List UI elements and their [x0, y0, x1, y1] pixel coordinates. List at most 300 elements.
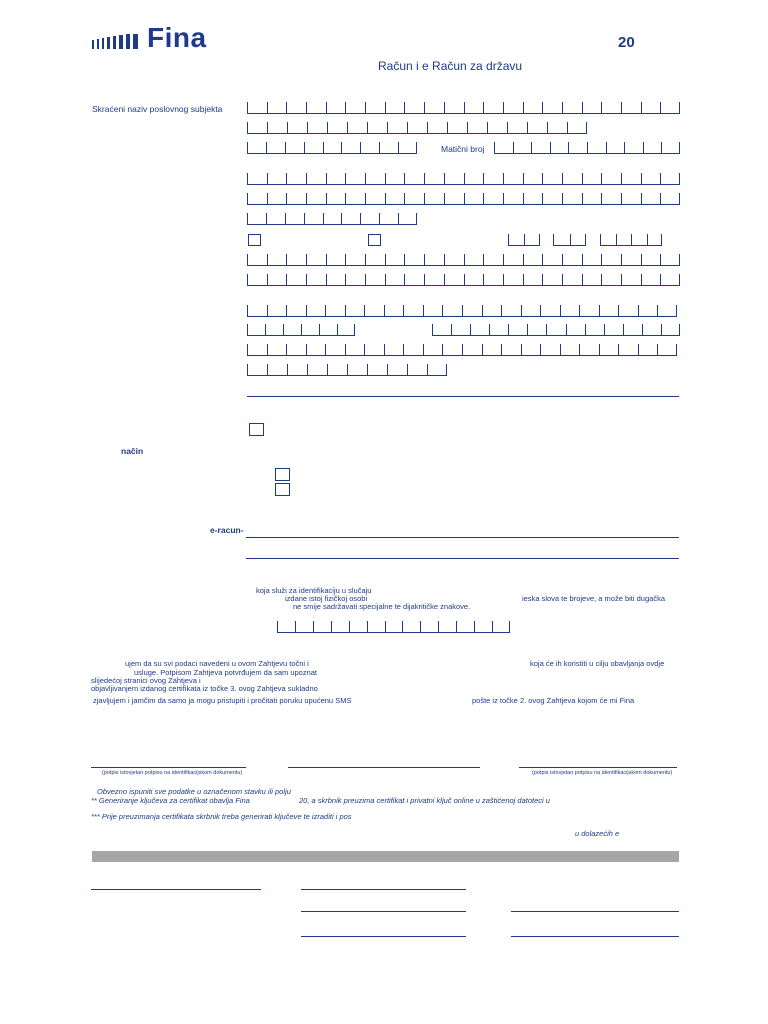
char-box-divider — [501, 344, 502, 355]
password-input[interactable] — [277, 621, 510, 633]
char-box-divider — [283, 324, 284, 335]
char-box-divider — [385, 254, 386, 265]
char-box-divider — [657, 344, 658, 355]
char-box-divider — [621, 274, 622, 285]
char-box-divider — [444, 254, 445, 265]
declaration-2: usluge. Potpisom Zahtjeva potvrđujem da sam upoznat — [134, 668, 318, 677]
char-box-divider — [464, 173, 465, 184]
char-box-divider — [470, 324, 471, 335]
char-box-divider — [424, 274, 425, 285]
field-row-5[interactable] — [247, 274, 680, 286]
char-box-divider — [489, 324, 490, 335]
char-box-divider — [679, 274, 680, 285]
field-row-1[interactable] — [247, 173, 680, 185]
char-box-divider — [365, 193, 366, 204]
char-box-divider — [287, 122, 288, 133]
checkbox-option-3[interactable] — [249, 423, 264, 436]
char-box-divider — [487, 122, 488, 133]
char-box-divider — [267, 122, 268, 133]
char-box-divider — [407, 364, 408, 375]
char-box-divider — [416, 142, 417, 153]
char-box-divider — [337, 324, 338, 335]
char-box-divider — [679, 102, 680, 113]
short-name-row-3[interactable] — [247, 142, 417, 154]
char-box-divider — [660, 193, 661, 204]
char-box-divider — [420, 621, 421, 632]
char-box-divider — [621, 102, 622, 113]
char-box-divider — [442, 344, 443, 355]
password-text-1: koja služi za identifikaciju u slučaju — [256, 586, 372, 595]
char-box-divider — [306, 344, 307, 355]
char-box-divider — [660, 173, 661, 184]
char-box-divider — [247, 305, 248, 316]
char-box-divider — [247, 324, 248, 335]
field-row-6[interactable] — [247, 305, 677, 317]
char-box-divider — [560, 305, 561, 316]
char-box-divider — [679, 193, 680, 204]
char-box-divider — [641, 274, 642, 285]
char-box-divider — [562, 254, 563, 265]
field-row-4[interactable] — [247, 254, 680, 266]
char-box-divider — [542, 102, 543, 113]
char-box-divider — [562, 274, 563, 285]
char-box-divider — [661, 234, 662, 245]
char-box-divider — [641, 193, 642, 204]
char-box-divider — [523, 102, 524, 113]
char-box-divider — [364, 344, 365, 355]
checkbox-option-2[interactable] — [368, 234, 381, 246]
char-box-divider — [661, 142, 662, 153]
declaration-1b: koja će ih koristiti u cilju obavljanja ovdje — [530, 659, 665, 668]
password-text-2: izdane istoj fizičkoj osobi — [285, 594, 368, 603]
char-box-divider — [347, 122, 348, 133]
char-box-divider — [599, 344, 600, 355]
char-box-divider — [462, 344, 463, 355]
char-box-divider — [464, 102, 465, 113]
char-box-divider — [341, 213, 342, 224]
char-box-divider — [307, 364, 308, 375]
char-box-divider — [365, 254, 366, 265]
char-box-divider — [385, 621, 386, 632]
char-box-divider — [345, 305, 346, 316]
char-box-divider — [467, 122, 468, 133]
char-box-divider — [641, 173, 642, 184]
char-box-divider — [657, 305, 658, 316]
char-box-divider — [618, 344, 619, 355]
char-box-divider — [647, 234, 648, 245]
char-box-divider — [523, 173, 524, 184]
date-year-input[interactable] — [600, 234, 662, 246]
char-box-divider — [562, 193, 563, 204]
char-box-divider — [295, 621, 296, 632]
char-box-divider — [503, 254, 504, 265]
char-box-divider — [483, 173, 484, 184]
mb-input[interactable] — [494, 142, 680, 154]
char-box-divider — [679, 173, 680, 184]
char-box-divider — [582, 173, 583, 184]
char-box-divider — [582, 193, 583, 204]
note-3: *** Prije preuzimanja certifikata skrbnik treba generirati ključeve te izraditi i pos — [91, 812, 352, 821]
char-box-divider — [365, 102, 366, 113]
char-box-divider — [326, 254, 327, 265]
char-box-divider — [509, 621, 510, 632]
char-box-divider — [327, 364, 328, 375]
char-box-divider — [326, 274, 327, 285]
char-box-divider — [398, 142, 399, 153]
char-box-divider — [623, 324, 624, 335]
char-box-divider — [385, 173, 386, 184]
char-box-divider — [562, 173, 563, 184]
char-box-divider — [367, 621, 368, 632]
char-box-divider — [567, 122, 568, 133]
char-box-divider — [306, 102, 307, 113]
char-box-divider — [587, 142, 588, 153]
char-box-divider — [624, 142, 625, 153]
char-box-divider — [542, 254, 543, 265]
char-box-divider — [676, 344, 677, 355]
signature-line-right[interactable] — [519, 767, 677, 768]
char-box-divider — [266, 142, 267, 153]
char-box-divider — [638, 344, 639, 355]
char-box-divider — [679, 142, 680, 153]
char-box-divider — [641, 102, 642, 113]
char-box-divider — [501, 305, 502, 316]
char-box-divider — [601, 254, 602, 265]
checkbox-nacin-1[interactable] — [275, 468, 290, 481]
char-box-divider — [402, 621, 403, 632]
char-box-divider — [365, 173, 366, 184]
char-box-divider — [660, 102, 661, 113]
char-box-divider — [247, 254, 248, 265]
char-box-divider — [247, 274, 248, 285]
char-box-divider — [267, 254, 268, 265]
char-box-divider — [247, 344, 248, 355]
mb-label: Matični broj — [441, 144, 485, 154]
note-1: Obvezno ispuniti sve podatke u označenom stavku ili polju — [97, 787, 291, 796]
char-box-divider — [424, 173, 425, 184]
char-box-divider — [247, 213, 248, 224]
char-box-divider — [521, 305, 522, 316]
short-name-label: Skraćeni naziv poslovnog subjekta — [92, 104, 223, 114]
char-box-divider — [560, 344, 561, 355]
char-box-divider — [503, 173, 504, 184]
char-box-divider — [642, 324, 643, 335]
char-box-divider — [582, 102, 583, 113]
char-box-divider — [286, 102, 287, 113]
char-box-divider — [582, 254, 583, 265]
char-box-divider — [542, 193, 543, 204]
char-box-divider — [539, 234, 540, 245]
char-box-divider — [447, 122, 448, 133]
char-box-divider — [404, 173, 405, 184]
document-title: Račun i e Račun za državu — [378, 59, 523, 73]
char-box-divider — [456, 621, 457, 632]
checkbox-nacin-2[interactable] — [275, 483, 290, 496]
char-box-divider — [327, 122, 328, 133]
section-divider-bar — [92, 851, 679, 862]
char-box-divider — [267, 173, 268, 184]
field-row-8[interactable] — [247, 344, 677, 356]
char-box-divider — [503, 102, 504, 113]
office-line-5[interactable] — [301, 936, 466, 937]
char-box-divider — [424, 102, 425, 113]
char-box-divider — [384, 305, 385, 316]
char-box-divider — [601, 193, 602, 204]
char-box-divider — [345, 274, 346, 285]
char-box-divider — [247, 173, 248, 184]
char-box-divider — [542, 274, 543, 285]
char-box-divider — [553, 234, 554, 245]
char-box-divider — [404, 193, 405, 204]
char-box-divider — [494, 142, 495, 153]
note-4: u dolazećih e — [575, 829, 620, 838]
char-box-divider — [286, 193, 287, 204]
office-line-1[interactable] — [91, 889, 261, 890]
char-box-divider — [483, 274, 484, 285]
char-box-divider — [444, 193, 445, 204]
char-box-divider — [427, 122, 428, 133]
eracun-label: e-racun- — [210, 525, 244, 535]
char-box-divider — [503, 274, 504, 285]
char-box-divider — [247, 122, 248, 133]
fina-logo-bars — [92, 34, 146, 49]
char-box-divider — [286, 305, 287, 316]
char-box-divider — [531, 142, 532, 153]
char-box-divider — [285, 142, 286, 153]
char-box-divider — [360, 142, 361, 153]
char-box-divider — [354, 324, 355, 335]
char-box-divider — [267, 344, 268, 355]
date-month-input[interactable] — [553, 234, 586, 246]
char-box-divider — [562, 102, 563, 113]
char-box-divider — [527, 122, 528, 133]
char-box-divider — [542, 173, 543, 184]
char-box-divider — [424, 193, 425, 204]
char-box-divider — [304, 213, 305, 224]
declaration-5b: pošte iz točke 2. ovog Zahtjeva kojom će mi Fina — [472, 696, 635, 705]
char-box-divider — [585, 324, 586, 335]
field-line[interactable] — [247, 396, 679, 397]
eracun-line-2[interactable] — [246, 558, 679, 559]
char-box-divider — [345, 173, 346, 184]
password-text-3: ne smije sadržavati specijalne te dijakritičke znakove. — [293, 602, 471, 611]
char-box-divider — [527, 324, 528, 335]
char-box-divider — [349, 621, 350, 632]
char-box-divider — [323, 142, 324, 153]
char-box-divider — [444, 173, 445, 184]
char-box-divider — [540, 344, 541, 355]
note-2b: 20, a skrbnik preuzima certifikat i privatni ključ online u zaštićenoj datoteci u — [299, 796, 550, 805]
char-box-divider — [385, 102, 386, 113]
password-text-right: ieska slova te brojeve, a može biti dugačka — [522, 594, 665, 603]
char-box-divider — [403, 344, 404, 355]
char-box-divider — [267, 102, 268, 113]
char-box-divider — [387, 122, 388, 133]
char-box-divider — [660, 274, 661, 285]
char-box-divider — [464, 254, 465, 265]
signature-line-left[interactable] — [91, 767, 246, 768]
char-box-divider — [503, 193, 504, 204]
char-box-divider — [345, 344, 346, 355]
char-box-divider — [285, 213, 286, 224]
signature-caption-right: (potpis istovjetan potpisu na identifikacijskom dokumentu) — [532, 770, 673, 776]
char-box-divider — [331, 621, 332, 632]
char-box-divider — [365, 274, 366, 285]
char-box-divider — [398, 213, 399, 224]
char-box-divider — [367, 122, 368, 133]
char-box-divider — [326, 102, 327, 113]
signature-caption-left: (potpis istovjetan potpisu na identifikacijskom dokumentu) — [102, 770, 243, 776]
char-box-divider — [444, 274, 445, 285]
eracun-line-1[interactable] — [246, 537, 679, 538]
char-box-divider — [438, 621, 439, 632]
char-box-divider — [660, 254, 661, 265]
char-box-divider — [286, 254, 287, 265]
char-box-divider — [618, 305, 619, 316]
char-box-divider — [579, 344, 580, 355]
char-box-divider — [286, 274, 287, 285]
declaration-4: objavljivanjem izdanog certifikata iz točke 3. ovog Zahtjeva sukladno — [91, 684, 318, 693]
char-box-divider — [661, 324, 662, 335]
char-box-divider — [367, 364, 368, 375]
char-box-divider — [345, 102, 346, 113]
char-box-divider — [570, 234, 571, 245]
char-box-divider — [364, 305, 365, 316]
field-row-7b[interactable] — [432, 324, 680, 336]
char-box-divider — [286, 344, 287, 355]
char-box-divider — [267, 193, 268, 204]
char-box-divider — [306, 274, 307, 285]
field-row-3[interactable] — [247, 213, 417, 225]
char-box-divider — [407, 122, 408, 133]
char-box-divider — [508, 234, 509, 245]
char-box-divider — [513, 142, 514, 153]
char-box-divider — [345, 193, 346, 204]
office-line-2[interactable] — [301, 889, 466, 890]
char-box-divider — [323, 213, 324, 224]
char-box-divider — [325, 344, 326, 355]
char-box-divider — [313, 621, 314, 632]
char-box-divider — [451, 324, 452, 335]
char-box-divider — [306, 193, 307, 204]
char-box-divider — [600, 234, 601, 245]
office-line-6[interactable] — [511, 936, 679, 937]
signature-line-middle[interactable] — [288, 767, 480, 768]
declaration-3: slijedećoj stranici ovog Zahtjeva i — [91, 676, 201, 685]
char-box-divider — [404, 254, 405, 265]
char-box-divider — [599, 305, 600, 316]
char-box-divider — [507, 122, 508, 133]
char-box-divider — [631, 234, 632, 245]
char-box-divider — [464, 274, 465, 285]
char-box-divider — [482, 305, 483, 316]
char-box-divider — [427, 364, 428, 375]
char-box-divider — [586, 122, 587, 133]
char-box-divider — [277, 621, 278, 632]
checkbox-option-1[interactable] — [248, 234, 261, 246]
field-row-9[interactable] — [247, 364, 447, 376]
char-box-divider — [341, 142, 342, 153]
char-box-divider — [442, 305, 443, 316]
char-box-divider — [601, 102, 602, 113]
char-box-divider — [483, 254, 484, 265]
char-box-divider — [287, 364, 288, 375]
char-box-divider — [286, 173, 287, 184]
char-box-divider — [326, 173, 327, 184]
char-box-divider — [247, 364, 248, 375]
char-box-divider — [424, 254, 425, 265]
char-box-divider — [387, 364, 388, 375]
office-line-4[interactable] — [511, 911, 679, 912]
char-box-divider — [446, 364, 447, 375]
char-box-divider — [546, 324, 547, 335]
char-box-divider — [306, 305, 307, 316]
char-box-divider — [385, 193, 386, 204]
field-row-2[interactable] — [247, 193, 680, 205]
char-box-divider — [326, 193, 327, 204]
char-box-divider — [306, 173, 307, 184]
char-box-divider — [423, 305, 424, 316]
char-box-divider — [601, 173, 602, 184]
char-box-divider — [547, 122, 548, 133]
char-box-divider — [247, 193, 248, 204]
char-box-divider — [585, 234, 586, 245]
char-box-divider — [550, 142, 551, 153]
char-box-divider — [524, 234, 525, 245]
char-box-divider — [638, 305, 639, 316]
char-box-divider — [606, 142, 607, 153]
char-box-divider — [462, 305, 463, 316]
char-box-divider — [641, 254, 642, 265]
fina-logo: Fina — [147, 22, 207, 53]
note-2a: ** Generiranje ključeva za certifikat obavlja Fina — [91, 796, 250, 805]
char-box-divider — [616, 234, 617, 245]
char-box-divider — [444, 102, 445, 113]
char-box-divider — [379, 142, 380, 153]
char-box-divider — [579, 305, 580, 316]
char-box-divider — [345, 254, 346, 265]
char-box-divider — [483, 102, 484, 113]
date-day-input[interactable] — [508, 234, 540, 246]
char-box-divider — [266, 213, 267, 224]
page-number: 20 — [618, 34, 635, 51]
char-box-divider — [582, 274, 583, 285]
char-box-divider — [403, 305, 404, 316]
office-line-3[interactable] — [301, 911, 466, 912]
char-box-divider — [347, 364, 348, 375]
short-name-row-1[interactable] — [247, 102, 680, 114]
char-box-divider — [601, 274, 602, 285]
char-box-divider — [247, 142, 248, 153]
char-box-divider — [379, 213, 380, 224]
field-row-7a[interactable] — [247, 324, 355, 336]
char-box-divider — [679, 324, 680, 335]
char-box-divider — [267, 274, 268, 285]
char-box-divider — [540, 305, 541, 316]
char-box-divider — [621, 254, 622, 265]
declaration-5a: zjavljujem i jamčim da samo ja mogu pristupiti i pročitati poruku upućenu SMS — [93, 696, 352, 705]
char-box-divider — [307, 122, 308, 133]
char-box-divider — [568, 142, 569, 153]
char-box-divider — [483, 193, 484, 204]
char-box-divider — [301, 324, 302, 335]
short-name-row-2[interactable] — [247, 122, 587, 134]
char-box-divider — [523, 254, 524, 265]
char-box-divider — [385, 274, 386, 285]
char-box-divider — [492, 621, 493, 632]
char-box-divider — [416, 213, 417, 224]
char-box-divider — [521, 344, 522, 355]
